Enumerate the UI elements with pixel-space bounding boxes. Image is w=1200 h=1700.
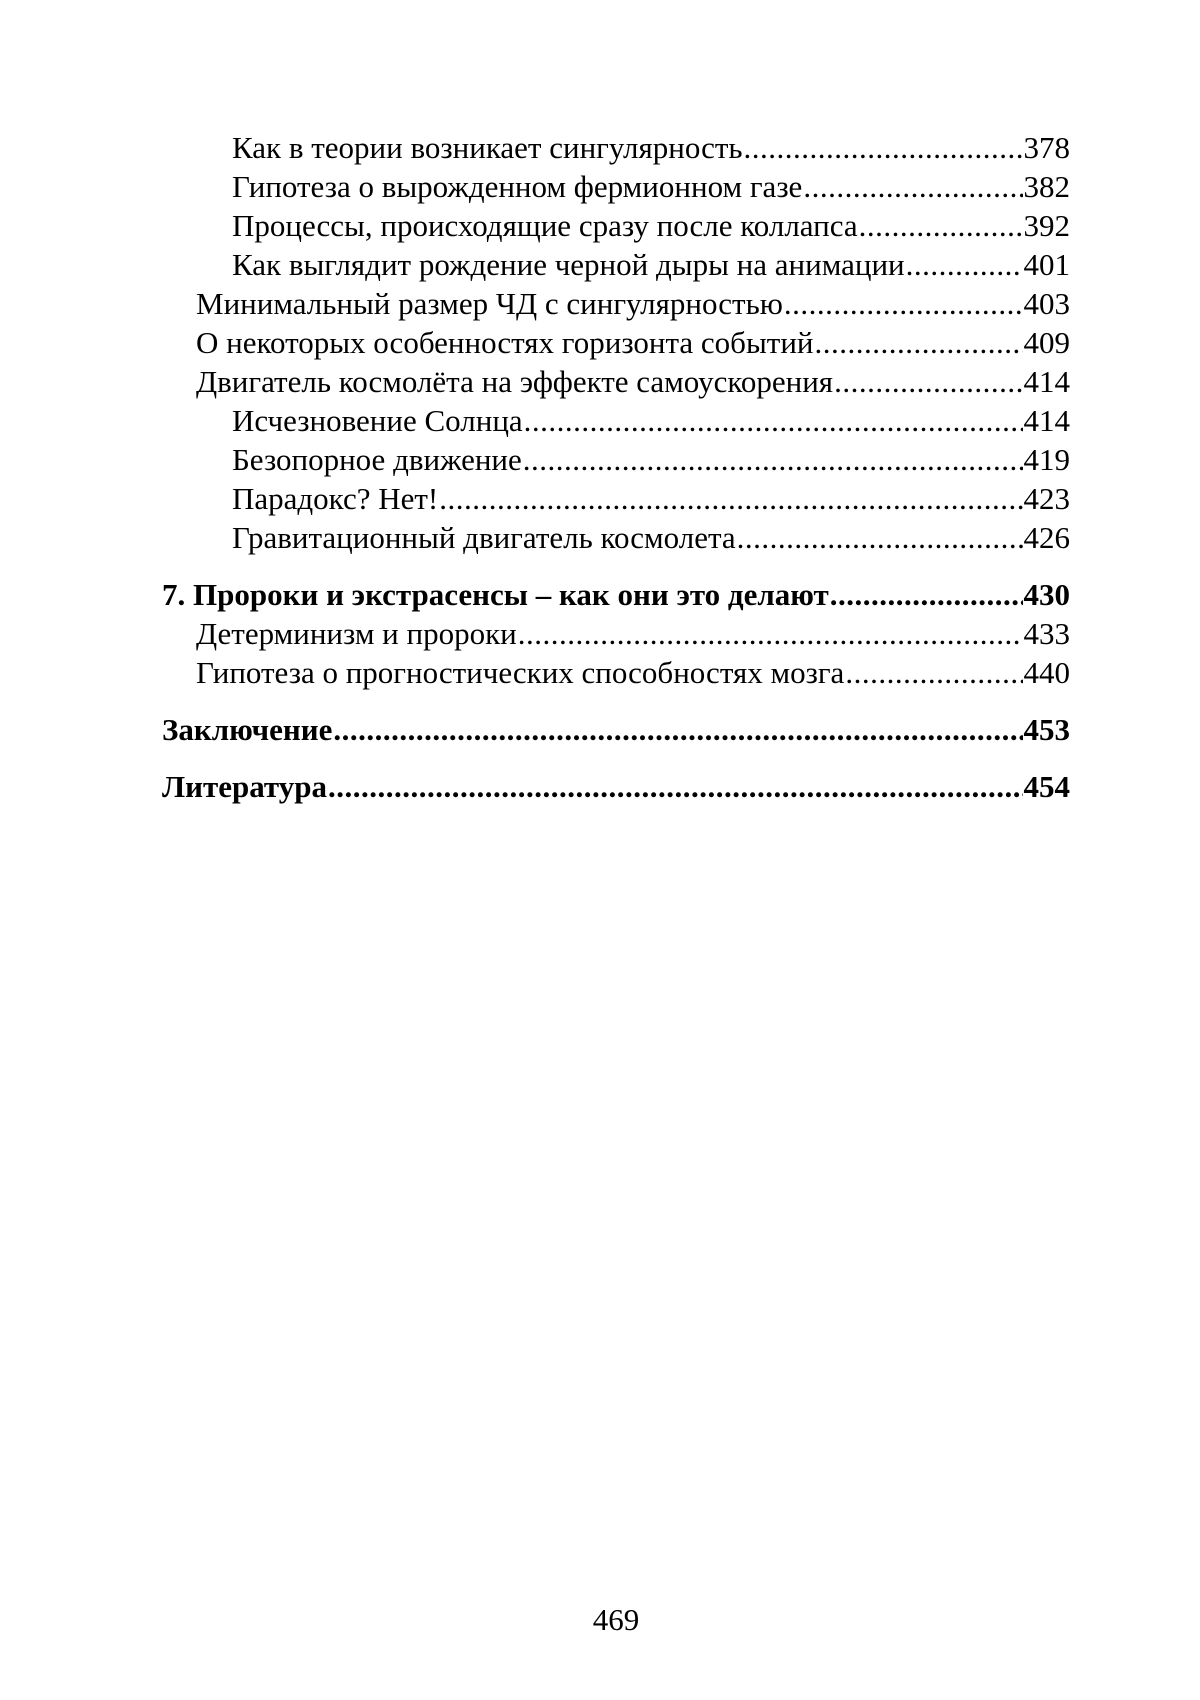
page-number: 469 <box>592 1602 640 1637</box>
toc-entry-title: О некоторых особенностях горизонта событий <box>196 325 814 360</box>
toc-entry-page: 454 <box>1023 769 1070 804</box>
toc-entry-title: Парадокс? Нет! <box>232 481 439 516</box>
toc-entry-page: 409 <box>1023 325 1070 360</box>
toc-entry-title: Как в теории возникает сингулярность <box>232 130 743 165</box>
toc-entry-page: 378 <box>1023 130 1070 165</box>
toc-entry[interactable] <box>162 206 1070 245</box>
table-of-contents <box>162 128 1070 806</box>
toc-entry[interactable] <box>162 323 1070 362</box>
toc-entry[interactable] <box>162 614 1070 653</box>
toc-dot-leader <box>845 653 1022 692</box>
toc-entry-page: 453 <box>1023 712 1070 747</box>
toc-entry-title: Как выглядит рождение черной дыры на анимации <box>232 247 905 282</box>
toc-entry-page: 419 <box>1023 442 1070 477</box>
toc-dot-leader <box>830 575 1023 614</box>
toc-entry[interactable] <box>162 284 1070 323</box>
toc-entry-page: 403 <box>1023 286 1070 321</box>
toc-entry-title: Гравитационный двигатель космолета <box>232 520 736 555</box>
toc-dot-leader <box>439 479 1022 518</box>
toc-chapter-entry[interactable] <box>162 710 1070 749</box>
toc-dot-leader <box>518 614 1023 653</box>
toc-entry-title: Гипотеза о прогностических способностях мозга <box>196 655 845 690</box>
toc-dot-leader <box>523 440 1023 479</box>
toc-entry-page: 426 <box>1023 520 1070 555</box>
toc-dot-leader <box>328 767 1023 806</box>
toc-entry-title: 7. Пророки и экстрасенсы – как они это делают <box>162 577 829 612</box>
toc-dot-leader <box>524 401 1023 440</box>
toc-dot-leader <box>737 518 1023 557</box>
toc-entry-title: Процессы, происходящие сразу после коллапса <box>232 208 858 243</box>
toc-entry-title: Двигатель космолёта на эффекте самоускорения <box>196 364 834 399</box>
toc-entry-title: Детерминизм и пророки <box>196 616 517 651</box>
toc-dot-leader <box>834 362 1022 401</box>
toc-entry[interactable] <box>162 479 1070 518</box>
toc-entry-page: 382 <box>1023 169 1070 204</box>
toc-entry[interactable] <box>162 518 1070 557</box>
toc-dot-leader <box>744 128 1023 167</box>
toc-entry[interactable] <box>162 167 1070 206</box>
toc-dot-leader <box>803 167 1022 206</box>
toc-chapter-entry[interactable] <box>162 767 1070 806</box>
toc-entry-page: 401 <box>1023 247 1070 282</box>
toc-dot-leader <box>333 710 1022 749</box>
toc-entry[interactable] <box>162 401 1070 440</box>
toc-entry[interactable] <box>162 440 1070 479</box>
toc-entry-title: Безопорное движение <box>232 442 522 477</box>
toc-dot-leader <box>784 284 1023 323</box>
toc-entry-title: Минимальный размер ЧД с сингулярностью <box>196 286 783 321</box>
toc-entry-page: 430 <box>1023 577 1070 612</box>
toc-entry-page: 392 <box>1023 208 1070 243</box>
toc-dot-leader <box>815 323 1023 362</box>
toc-entry-title: Гипотеза о вырожденном фермионном газе <box>232 169 803 204</box>
toc-entry-page: 433 <box>1023 616 1070 651</box>
toc-entry[interactable] <box>162 128 1070 167</box>
toc-dot-leader <box>859 206 1023 245</box>
toc-entry-title: Литература <box>162 769 327 804</box>
toc-entry-page: 414 <box>1023 403 1070 438</box>
toc-chapter-entry[interactable] <box>162 575 1070 614</box>
toc-entry[interactable] <box>162 245 1070 284</box>
toc-entry-page: 440 <box>1023 655 1070 690</box>
toc-entry-page: 423 <box>1023 481 1070 516</box>
toc-entry-title: Заключение <box>162 712 333 747</box>
toc-dot-leader <box>906 245 1023 284</box>
toc-entry-title: Исчезновение Солнца <box>232 403 523 438</box>
toc-entry[interactable] <box>162 653 1070 692</box>
toc-entry-page: 414 <box>1023 364 1070 399</box>
toc-entry[interactable] <box>162 362 1070 401</box>
